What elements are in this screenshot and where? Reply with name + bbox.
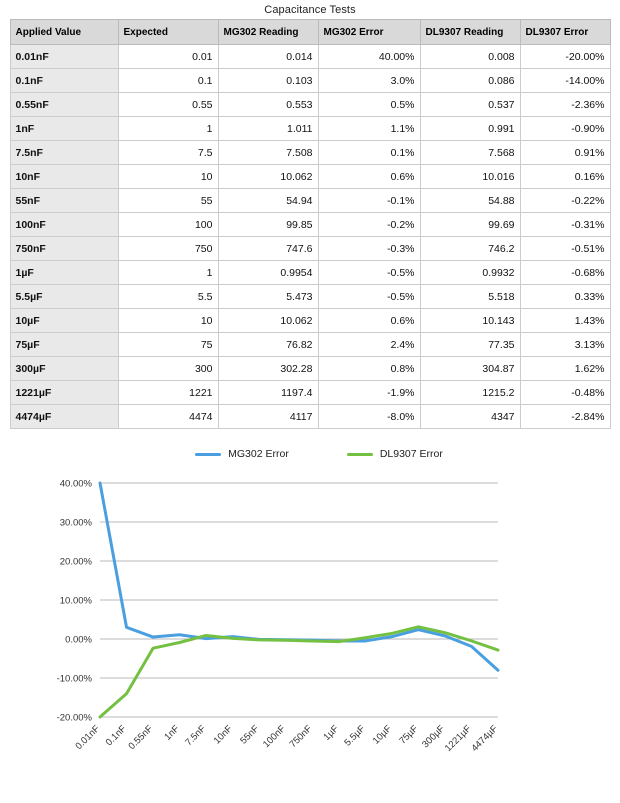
cell-applied-value: 1nF — [10, 117, 118, 141]
y-axis-tick-label: 30.00% — [59, 517, 92, 529]
cell-expected: 10 — [118, 165, 218, 189]
cell-mg302-error: -0.5% — [318, 261, 420, 285]
column-header-mg302-reading: MG302 Reading — [218, 20, 318, 45]
cell-expected: 1 — [118, 261, 218, 285]
cell-mg302-reading: 0.014 — [218, 45, 318, 69]
x-axis-tick-label: 100nF — [261, 723, 288, 751]
cell-applied-value: 75µF — [10, 333, 118, 357]
cell-dl9307-error: -0.22% — [520, 189, 610, 213]
legend-label-mg302: MG302 Error — [228, 448, 289, 460]
cell-mg302-error: 0.6% — [318, 309, 420, 333]
cell-mg302-reading: 1.011 — [218, 117, 318, 141]
column-header-applied-value: Applied Value — [10, 20, 118, 45]
x-axis-tick-label: 750nF — [287, 723, 315, 751]
cell-mg302-reading: 747.6 — [218, 237, 318, 261]
cell-mg302-error: 0.1% — [318, 141, 420, 165]
cell-mg302-reading: 0.9954 — [218, 261, 318, 285]
cell-expected: 0.01 — [118, 45, 218, 69]
cell-mg302-reading: 0.103 — [218, 69, 318, 93]
x-axis-tick-label: 55nF — [238, 723, 262, 747]
x-axis-tick-label: 1nF — [162, 723, 182, 743]
cell-expected: 0.55 — [118, 93, 218, 117]
x-axis-tick-label: 75µF — [397, 723, 421, 747]
cell-applied-value: 5.5µF — [10, 285, 118, 309]
capacitance-table — [10, 19, 611, 429]
cell-dl9307-error: -0.48% — [520, 381, 610, 405]
cell-dl9307-reading: 0.537 — [420, 93, 520, 117]
y-axis-tick-label: 40.00% — [59, 478, 92, 490]
cell-mg302-reading: 4117 — [218, 405, 318, 429]
cell-applied-value: 10µF — [10, 309, 118, 333]
cell-mg302-error: -8.0% — [318, 405, 420, 429]
cell-expected: 1221 — [118, 381, 218, 405]
column-header-mg302-error: MG302 Error — [318, 20, 420, 45]
cell-mg302-reading: 5.473 — [218, 285, 318, 309]
x-axis-tick-label: 0.1nF — [103, 723, 129, 749]
error-chart — [0, 443, 620, 803]
cell-applied-value: 7.5nF — [10, 141, 118, 165]
cell-dl9307-error: -2.84% — [520, 405, 610, 429]
cell-mg302-error: -0.5% — [318, 285, 420, 309]
cell-dl9307-reading: 7.568 — [420, 141, 520, 165]
cell-dl9307-error: -0.90% — [520, 117, 610, 141]
chart-series-line-mg302 — [100, 483, 498, 670]
chart-series-line-dl9307 — [100, 627, 498, 717]
table-row — [10, 285, 610, 309]
legend-swatch-dl9307 — [347, 453, 373, 456]
table-row — [10, 309, 610, 333]
x-axis-tick-label: 10µF — [370, 723, 394, 747]
cell-mg302-error: -1.9% — [318, 381, 420, 405]
page-title: Capacitance Tests — [264, 4, 356, 16]
table-row — [10, 45, 610, 69]
cell-applied-value: 4474µF — [10, 405, 118, 429]
cell-mg302-error: -0.2% — [318, 213, 420, 237]
table-row — [10, 333, 610, 357]
cell-expected: 750 — [118, 237, 218, 261]
x-axis-tick-label: 0.01nF — [73, 723, 103, 753]
table-row — [10, 213, 610, 237]
table-row — [10, 117, 610, 141]
cell-dl9307-error: 0.33% — [520, 285, 610, 309]
y-axis-tick-label: 20.00% — [59, 556, 92, 568]
table-row — [10, 261, 610, 285]
legend-item-dl9307-error — [347, 448, 443, 460]
cell-expected: 100 — [118, 213, 218, 237]
cell-dl9307-reading: 99.69 — [420, 213, 520, 237]
cell-mg302-reading: 99.85 — [218, 213, 318, 237]
column-header-expected: Expected — [118, 20, 218, 45]
cell-mg302-reading: 54.94 — [218, 189, 318, 213]
cell-applied-value: 300µF — [10, 357, 118, 381]
table-row — [10, 237, 610, 261]
legend-item-mg302-error — [195, 448, 289, 460]
cell-mg302-reading: 7.508 — [218, 141, 318, 165]
chart-plot-area — [0, 465, 620, 795]
cell-applied-value: 1221µF — [10, 381, 118, 405]
y-axis-tick-label: -20.00% — [56, 712, 92, 724]
cell-mg302-error: -0.1% — [318, 189, 420, 213]
x-axis-tick-label: 5.5µF — [342, 723, 368, 749]
cell-dl9307-error: -0.51% — [520, 237, 610, 261]
cell-dl9307-reading: 4347 — [420, 405, 520, 429]
cell-expected: 300 — [118, 357, 218, 381]
cell-mg302-error: -0.3% — [318, 237, 420, 261]
cell-mg302-error: 2.4% — [318, 333, 420, 357]
cell-applied-value: 55nF — [10, 189, 118, 213]
cell-applied-value: 1µF — [10, 261, 118, 285]
cell-applied-value: 0.01nF — [10, 45, 118, 69]
y-axis-tick-label: 0.00% — [65, 634, 92, 646]
cell-mg302-error: 1.1% — [318, 117, 420, 141]
x-axis-tick-label: 4474µF — [469, 723, 501, 755]
cell-dl9307-error: -0.68% — [520, 261, 610, 285]
x-axis-tick-label: 10nF — [211, 723, 235, 747]
cell-dl9307-error: 3.13% — [520, 333, 610, 357]
cell-mg302-error: 40.00% — [318, 45, 420, 69]
cell-expected: 1 — [118, 117, 218, 141]
cell-dl9307-reading: 10.016 — [420, 165, 520, 189]
column-header-dl9307-reading: DL9307 Reading — [420, 20, 520, 45]
table-row — [10, 165, 610, 189]
cell-expected: 0.1 — [118, 69, 218, 93]
cell-dl9307-error: -14.00% — [520, 69, 610, 93]
cell-dl9307-reading: 54.88 — [420, 189, 520, 213]
cell-dl9307-reading: 10.143 — [420, 309, 520, 333]
table-row — [10, 381, 610, 405]
y-axis-tick-label: 10.00% — [59, 595, 92, 607]
cell-dl9307-error: 0.91% — [520, 141, 610, 165]
cell-expected: 10 — [118, 309, 218, 333]
cell-mg302-error: 0.6% — [318, 165, 420, 189]
cell-applied-value: 750nF — [10, 237, 118, 261]
cell-applied-value: 10nF — [10, 165, 118, 189]
cell-dl9307-error: -20.00% — [520, 45, 610, 69]
cell-mg302-error: 0.5% — [318, 93, 420, 117]
legend-label-dl9307: DL9307 Error — [379, 448, 443, 460]
x-axis-tick-label: 1221µF — [442, 723, 474, 755]
chart-legend — [0, 443, 620, 465]
cell-dl9307-error: -0.31% — [520, 213, 610, 237]
cell-mg302-reading: 302.28 — [218, 357, 318, 381]
cell-mg302-error: 3.0% — [318, 69, 420, 93]
cell-applied-value: 0.1nF — [10, 69, 118, 93]
cell-dl9307-reading: 0.9932 — [420, 261, 520, 285]
cell-dl9307-reading: 746.2 — [420, 237, 520, 261]
cell-mg302-reading: 1197.4 — [218, 381, 318, 405]
cell-expected: 75 — [118, 333, 218, 357]
x-axis-tick-label: 1µF — [321, 723, 341, 743]
cell-expected: 7.5 — [118, 141, 218, 165]
table-row — [10, 357, 610, 381]
cell-mg302-reading: 10.062 — [218, 309, 318, 333]
cell-mg302-reading: 0.553 — [218, 93, 318, 117]
cell-expected: 55 — [118, 189, 218, 213]
legend-swatch-mg302 — [195, 453, 221, 456]
cell-applied-value: 100nF — [10, 213, 118, 237]
cell-mg302-error: 0.8% — [318, 357, 420, 381]
x-axis-tick-label: 0.55nF — [126, 723, 156, 753]
x-axis-tick-label: 7.5nF — [183, 723, 209, 749]
table-row — [10, 69, 610, 93]
x-axis-tick-label: 300µF — [420, 723, 448, 751]
cell-dl9307-reading: 0.086 — [420, 69, 520, 93]
column-header-dl9307-error: DL9307 Error — [520, 20, 610, 45]
table-row — [10, 405, 610, 429]
cell-dl9307-error: 1.43% — [520, 309, 610, 333]
cell-dl9307-reading: 0.008 — [420, 45, 520, 69]
cell-dl9307-error: 1.62% — [520, 357, 610, 381]
y-axis-tick-label: -10.00% — [56, 673, 92, 685]
cell-expected: 5.5 — [118, 285, 218, 309]
table-header-row — [10, 20, 610, 45]
chart-svg — [0, 465, 620, 795]
cell-dl9307-reading: 0.991 — [420, 117, 520, 141]
cell-dl9307-reading: 77.35 — [420, 333, 520, 357]
table-row — [10, 141, 610, 165]
cell-mg302-reading: 10.062 — [218, 165, 318, 189]
cell-dl9307-error: -2.36% — [520, 93, 610, 117]
cell-expected: 4474 — [118, 405, 218, 429]
cell-dl9307-reading: 1215.2 — [420, 381, 520, 405]
table-row — [10, 93, 610, 117]
table-row — [10, 189, 610, 213]
cell-dl9307-error: 0.16% — [520, 165, 610, 189]
cell-dl9307-reading: 5.518 — [420, 285, 520, 309]
cell-applied-value: 0.55nF — [10, 93, 118, 117]
cell-dl9307-reading: 304.87 — [420, 357, 520, 381]
cell-mg302-reading: 76.82 — [218, 333, 318, 357]
